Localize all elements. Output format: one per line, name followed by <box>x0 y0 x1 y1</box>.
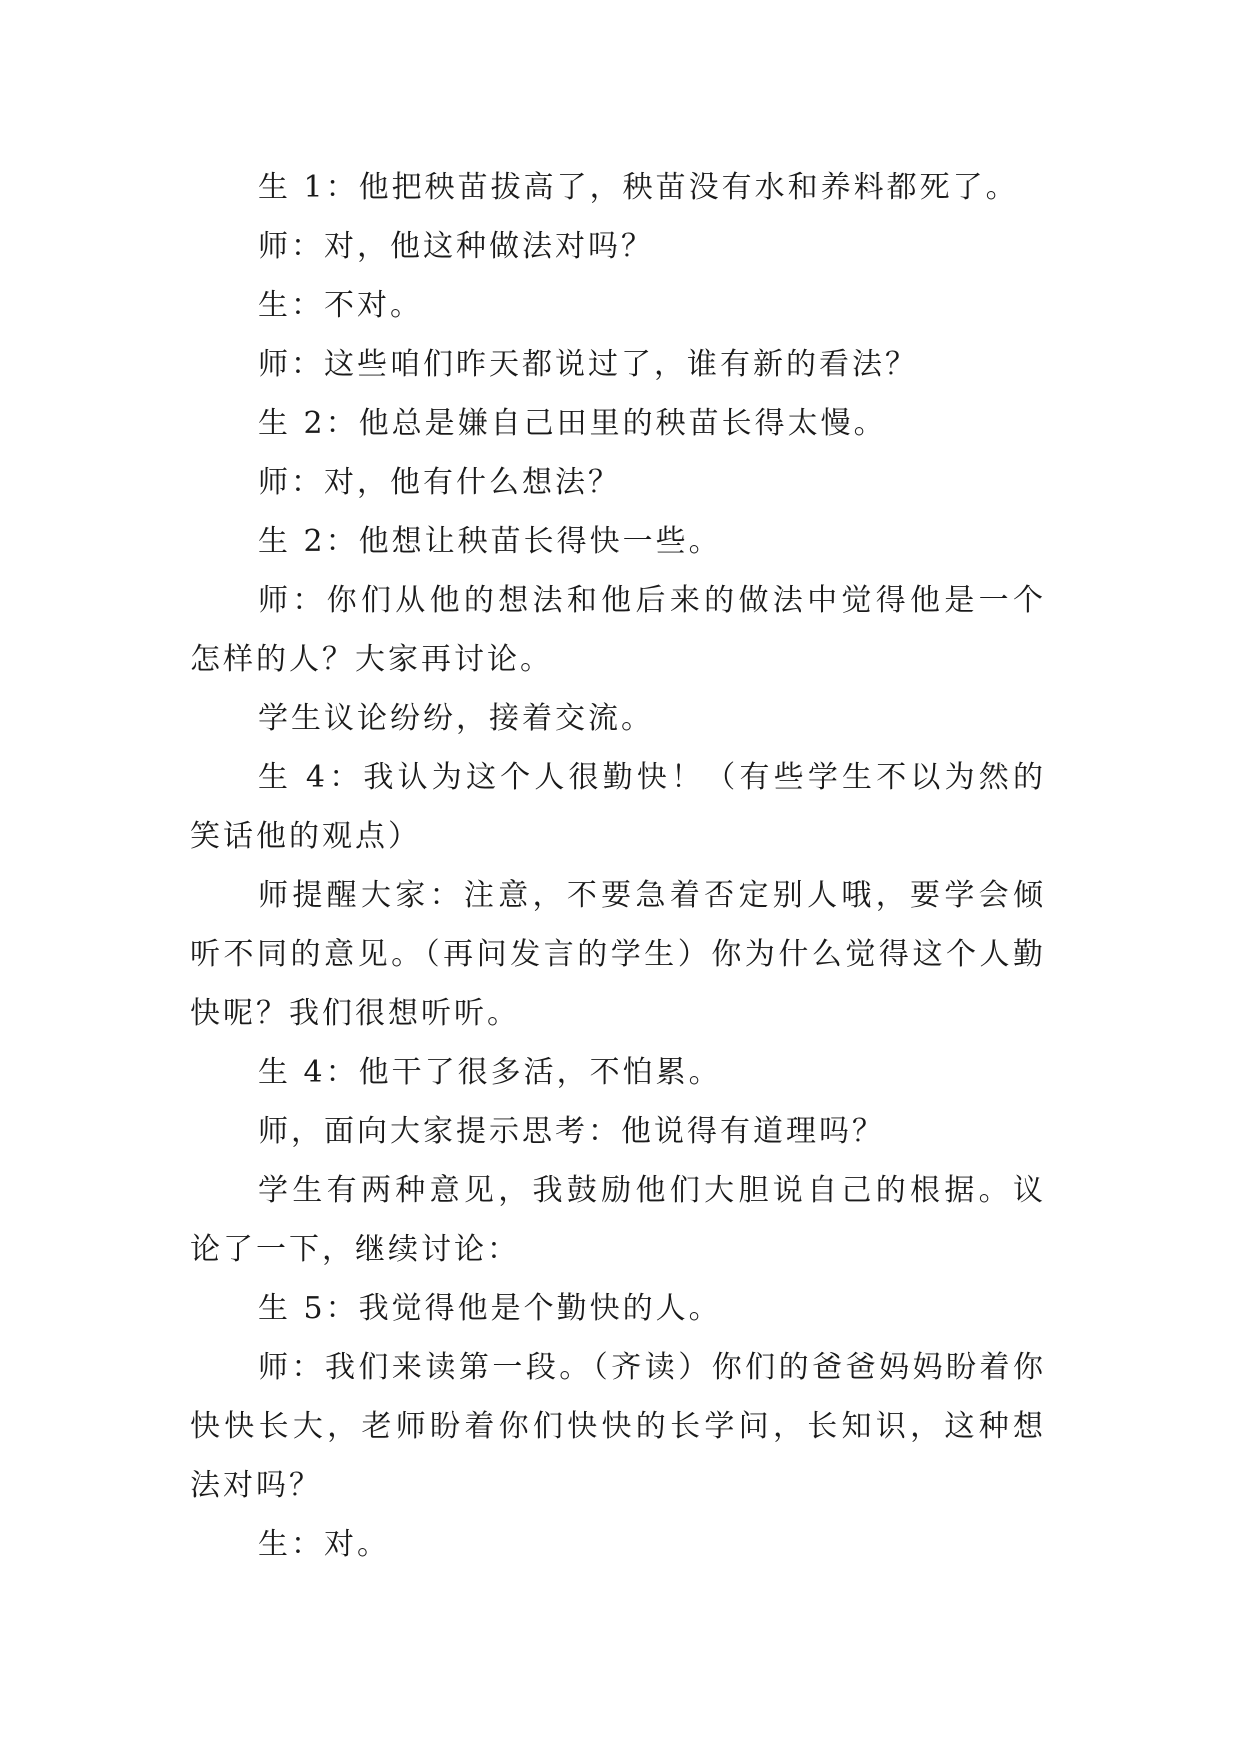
dialogue-line: 生：不对。 <box>258 288 423 323</box>
dialogue-line: 生 5：我觉得他是个勤快的人。 <box>258 1291 722 1326</box>
dialogue-line: 师：这些咱们昨天都说过了，谁有新的看法？ <box>258 347 918 382</box>
dialogue-line: 师：对，他这种做法对吗？ <box>258 229 654 264</box>
document-page <box>190 158 1046 1574</box>
dialogue-line: 师：你们从他的想法和他后来的做法中觉得他是一个怎样的人？大家再讨论。 <box>190 583 1046 677</box>
dialogue-line: 师：我们来读第一段。（齐读）你们的爸爸妈妈盼着你快快长大，老师盼着你们快快的长学问，长知识，这种想法对吗？ <box>190 1350 1046 1503</box>
dialogue-line: 师，面向大家提示思考：他说得有道理吗？ <box>258 1114 885 1149</box>
dialogue-line: 生 2：他总是嫌自己田里的秧苗长得太慢。 <box>258 406 887 441</box>
dialogue-line: 生：对。 <box>258 1527 390 1562</box>
dialogue-line: 师：对，他有什么想法？ <box>258 465 621 500</box>
dialogue-line: 生 1：他把秧苗拔高了，秧苗没有水和养料都死了。 <box>258 170 1019 205</box>
dialogue-line: 生 2：他想让秧苗长得快一些。 <box>258 524 722 559</box>
dialogue-line: 生 4：我认为这个人很勤快！（有些学生不以为然的笑话他的观点） <box>190 760 1046 854</box>
dialogue-line: 师提醒大家：注意，不要急着否定别人哦，要学会倾听不同的意见。（再问发言的学生）你为什么觉得这个人勤快呢？我们很想听听。 <box>190 878 1046 1031</box>
dialogue-line: 生 4：他干了很多活，不怕累。 <box>258 1055 722 1090</box>
narration-line: 学生有两种意见，我鼓励他们大胆说自己的根据。议论了一下，继续讨论： <box>190 1173 1046 1267</box>
narration-line: 学生议论纷纷，接着交流。 <box>258 701 654 736</box>
